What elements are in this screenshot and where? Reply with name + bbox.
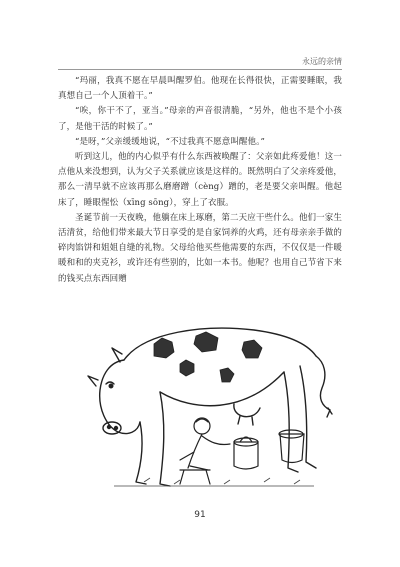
- paragraph: “唉，你干不了，亚当。”母亲的声音很清脆，“另外，他也不是个小孩了，是他干活的时候了。”: [58, 106, 342, 132]
- running-header: [0, 56, 400, 72]
- cow-milking-illustration: [84, 322, 334, 490]
- paragraph: 听到这儿，他的内心似乎有什么东西被唤醒了：父亲如此疼爱他！这一点他从来没想到，认为父子关系就应该是这样的。既然明白了父亲疼爱他，那么一清早就不应该再那么磨磨蹭（cèng）蹭的，老是要父亲叫醒。他起床了，睡眼惺忪（xīng sōng），穿上了衣服。: [58, 152, 342, 208]
- paragraph: “玛丽，我真不愿在早晨叫醒罗伯。他现在长得很快，正需要睡眠，我真想自己一个人顶着干。”: [58, 76, 342, 102]
- header-rule: [58, 69, 342, 70]
- body-text: [58, 74, 342, 287]
- paragraph: “是呀，”父亲缓缓地说，“不过我真不愿意叫醒他。”: [75, 136, 265, 147]
- running-title: 永远的亲情: [302, 57, 342, 66]
- page-number: 91: [194, 510, 206, 520]
- paragraph: 圣诞节前一天夜晚，他躺在床上琢磨，第二天应干些什么。他们一家生活清贫，给他们带来最大节日享受的是自家饲养的火鸡，还有母亲亲手做的碎肉馅饼和姐姐自缝的礼物。父母给他买些他需要的东西，不仅仅是一件暖暖和和的夹克衫，或许还有些别的，比如一本书。他呢？也用自己节省下来的钱买点东西回赠: [58, 212, 342, 284]
